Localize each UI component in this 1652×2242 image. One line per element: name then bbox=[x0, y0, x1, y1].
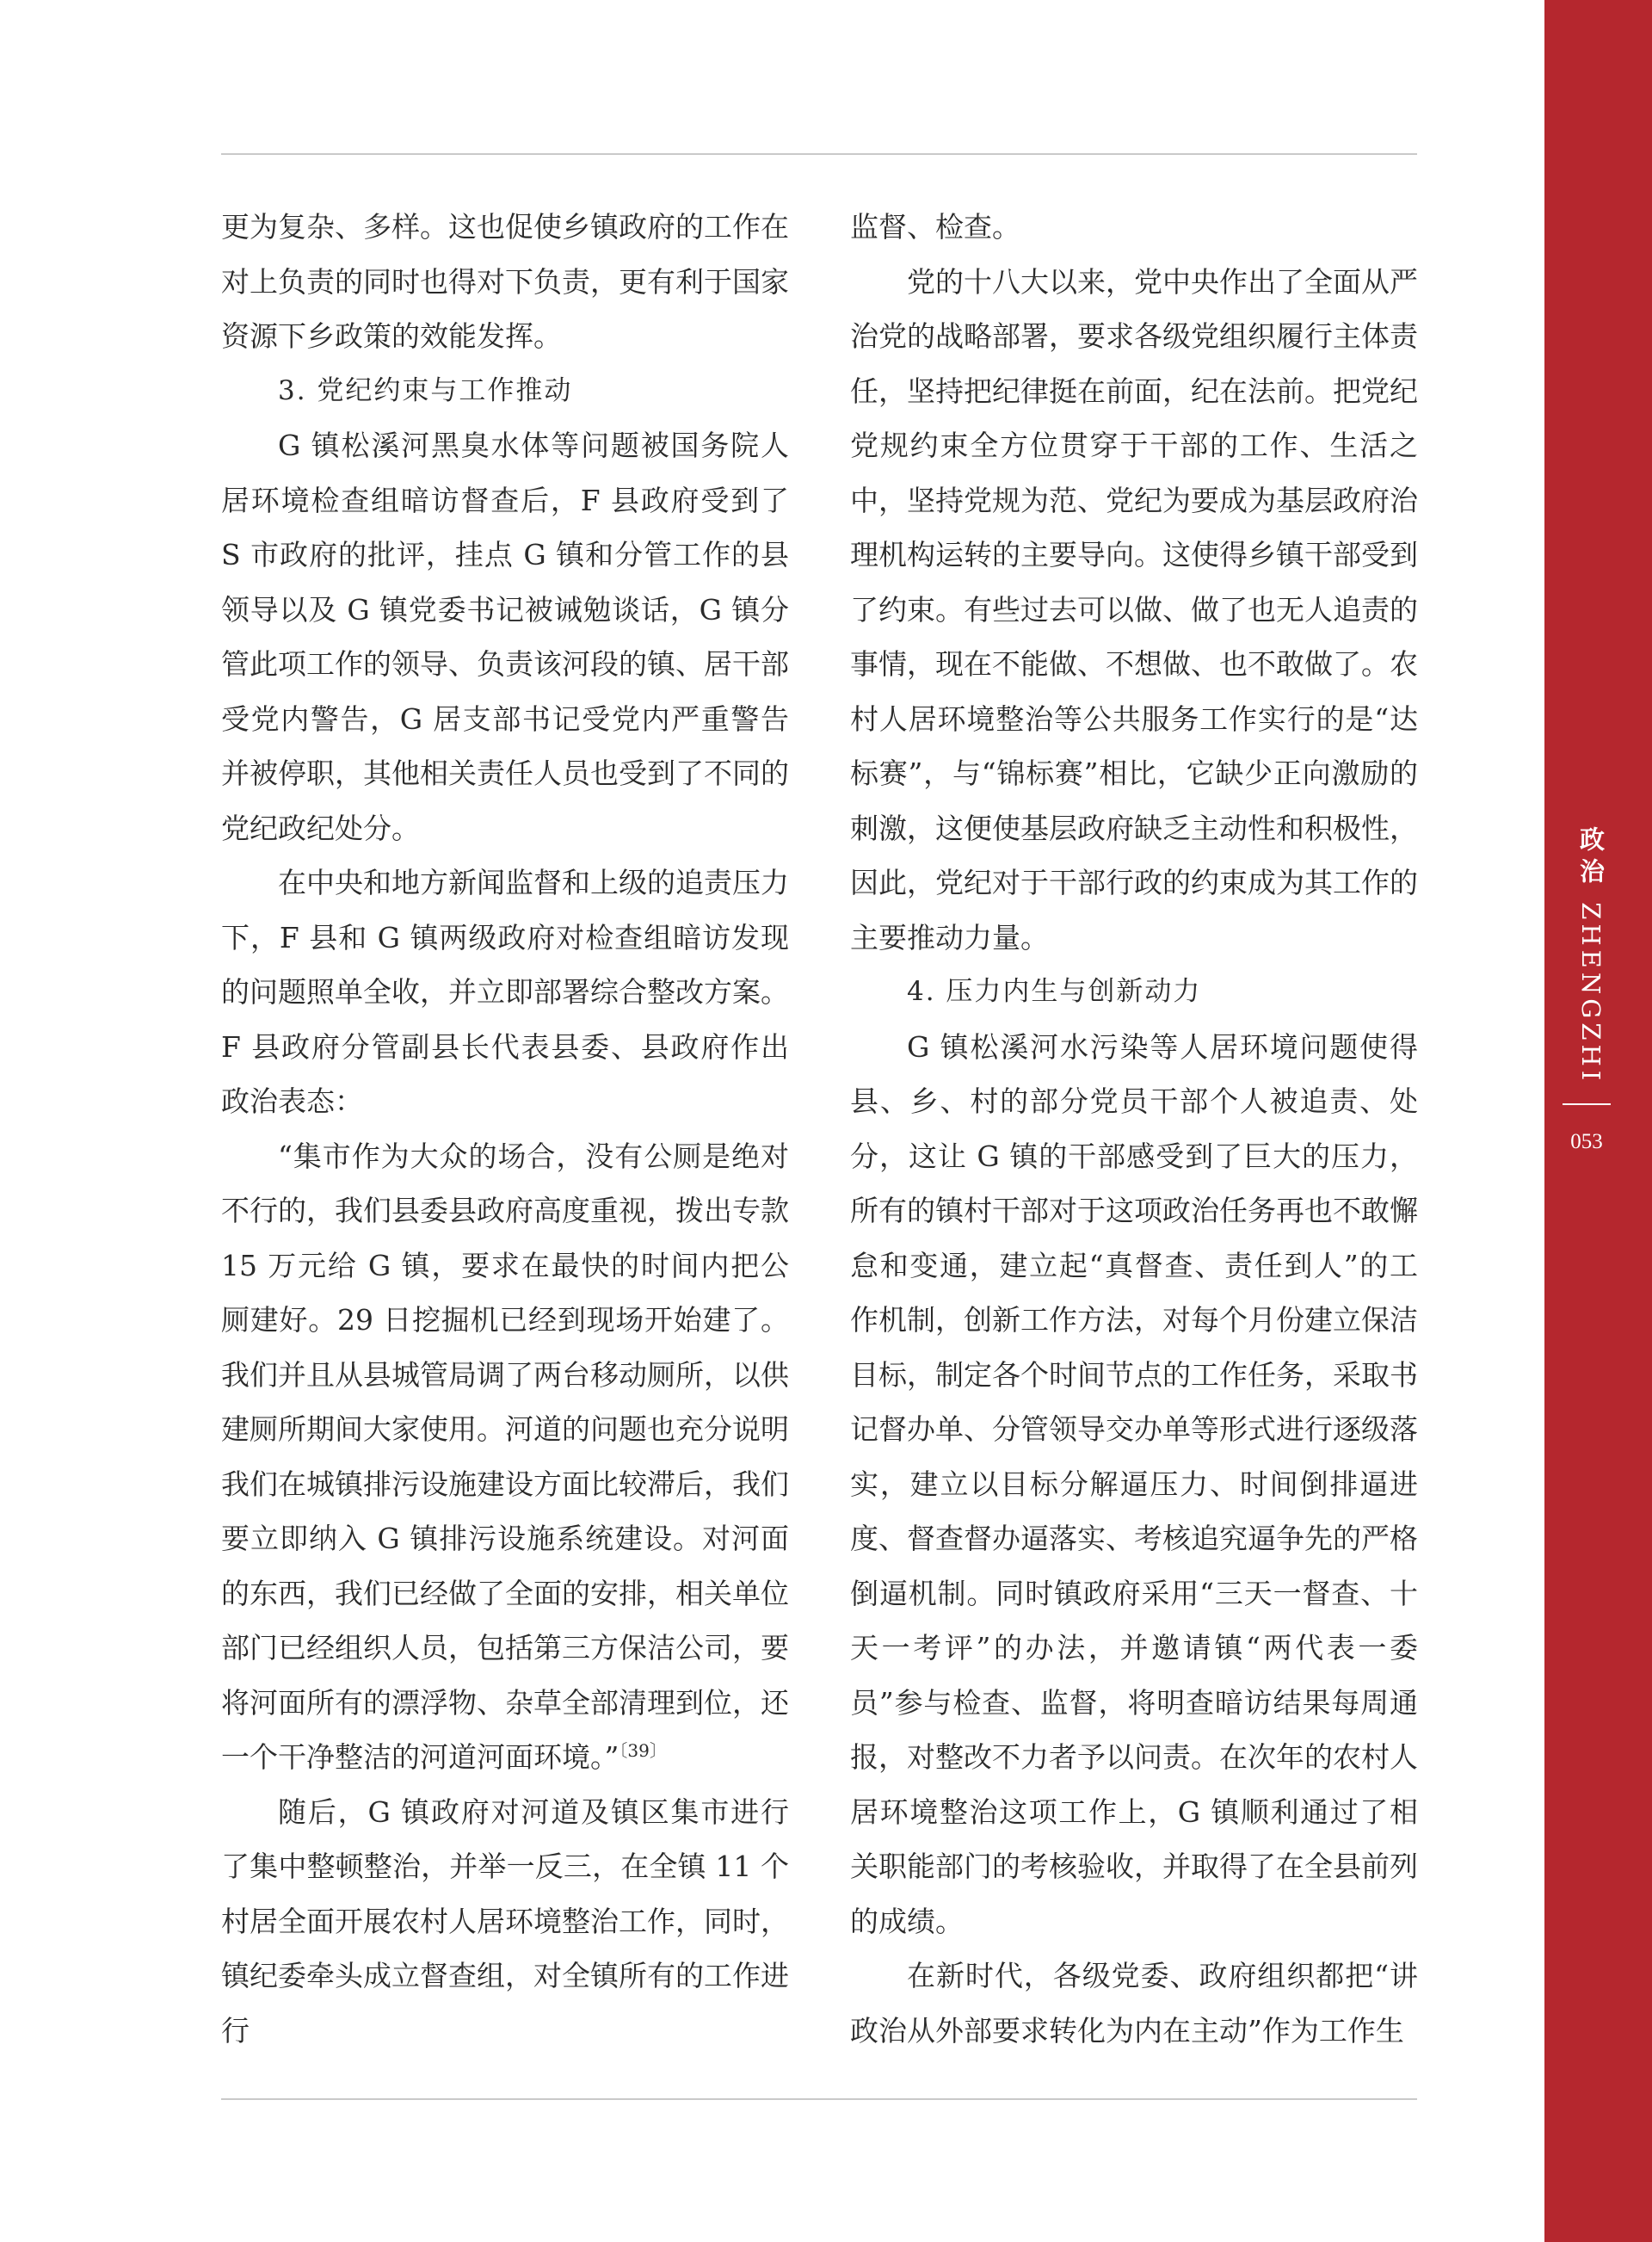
section-title-vertical bbox=[1566, 826, 1609, 1084]
section-title-pinyin: ZHENGZHI bbox=[1576, 902, 1606, 1085]
paragraph: 党的十八大以来，党中央作出了全面从严治党的战略部署，要求各级党组织履行主体责任，坚持把纪律挺在前面，纪在法前。把党纪党规约束全方位贯穿于干部的工作、生活之中，坚持党规为范、党纪为要成为基层政府治理机构运转的主要导向。这使得乡镇干部受到了约束。有些过去可以做、做了也无人追责的事情，现在不能做、不想做、也不敢做了。农村人居环境整治等公共服务工作实行的是“达标赛”，与“锦标赛”相比，它缺少正向激励的刺激，这便使基层政府缺乏主动性和积极性，因此，党纪对于干部行政的约束成为其工作的主要推动力量。 bbox=[850, 264, 1418, 954]
paragraph: G 镇松溪河黑臭水体等问题被国务院人居环境检查组暗访督查后，F 县政府受到了 S 市政府的批评，挂点 G 镇和分管工作的县领导以及 G 镇党委书记被诫勉谈话，G 镇分管此项工作的领导、负责该河段的镇、居干部受党内警告，G 居支部书记受党内严重警告并被停职，其他相关责任人员也受到了不同的党纪政纪处分。 bbox=[221, 429, 789, 845]
paragraph: 在中央和地方新闻监督和上级的追责压力下，F 县和 G 镇两级政府对检查组暗访发现的问题照单全收，并立即部署综合整改方案。F 县政府分管副县长代表县委、县政府作出政治表态： bbox=[221, 866, 789, 1118]
quote-text: “集市作为大众的场合，没有公厕是绝对不行的，我们县委县政府高度重视，拨出专款 15 万元给 G 镇，要求在最快的时间内把公厕建好。29 日挖掘机已经到现场开始建了。我们并且从县城管局调了两台移动厕所，以供建厕所期间大家使用。河道的问题也充分说明我们在城镇排污设施建设方面比较滞后，我们要立即纳入 G 镇排污设施系统建设。对河面的东西，我们已经做了全面的安排，相关单位部门已经组织人员，包括第三方保洁公司，要将河面所有的漂浮物、杂草全部清理到位，还一个干净整洁的河道河面环境。” bbox=[221, 1139, 789, 1774]
band-divider bbox=[1563, 1103, 1611, 1105]
paragraph: G 镇松溪河水污染等人居环境问题使得县、乡、村的部分党员干部个人被追责、处分，这让 G 镇的干部感受到了巨大的压力，所有的镇村干部对于这项政治任务再也不敢懈怠和变通，建立起“真督查、责任到人”的工作机制，创新工作方法，对每个月份建立保洁目标，制定各个时间节点的工作任务，采取书记督办单、分管领导交办单等形式进行逐级落实，建立以目标分解逼压力、时间倒排逼进度、督查督办逼落实、考核追究逼争先的严格倒逼机制。同时镇政府采用“三天一督查、十天一考评”的办法，并邀请镇“两代表一委员”参与检查、监督，将明查暗访结果每周通报，对整改不力者予以问责。在次年的农村人居环境整治这项工作上，G 镇顺利通过了相关职能部门的考核验收，并取得了在全县前列的成绩。 bbox=[850, 1029, 1418, 1938]
section-heading: 3. 党纪约束与工作推动 bbox=[278, 374, 573, 406]
right-column bbox=[850, 200, 1418, 2058]
footer-rule bbox=[221, 2098, 1417, 2100]
paragraph-continuation: 监督、检查。 bbox=[850, 210, 1020, 244]
section-title-zh: 政治 bbox=[1576, 826, 1606, 890]
left-column bbox=[221, 200, 789, 2058]
header-rule bbox=[221, 153, 1417, 155]
section-side-band bbox=[1544, 0, 1652, 2242]
section-heading: 4. 压力内生与创新动力 bbox=[907, 976, 1202, 1007]
citation-marker: 〔39〕 bbox=[619, 1740, 667, 1761]
paragraph: 随后，G 镇政府对河道及镇区集市进行了集中整顿整治，并举一反三，在全镇 11 个村居全面开展农村人居环境整治工作，同时，镇纪委牵头成立督查组，对全镇所有的工作进行 bbox=[221, 1794, 789, 2047]
page-number: 053 bbox=[1570, 1130, 1603, 1153]
paragraph: 在新时代，各级党委、政府组织都把“讲政治从外部要求转化为内在主动”作为工作生 bbox=[850, 1959, 1418, 2047]
paragraph-continuation: 更为复杂、多样。这也促使乡镇政府的工作在对上负责的同时也得对下负责，更有利于国家资源下乡政策的效能发挥。 bbox=[221, 210, 789, 353]
quote-paragraph bbox=[221, 1129, 789, 1785]
